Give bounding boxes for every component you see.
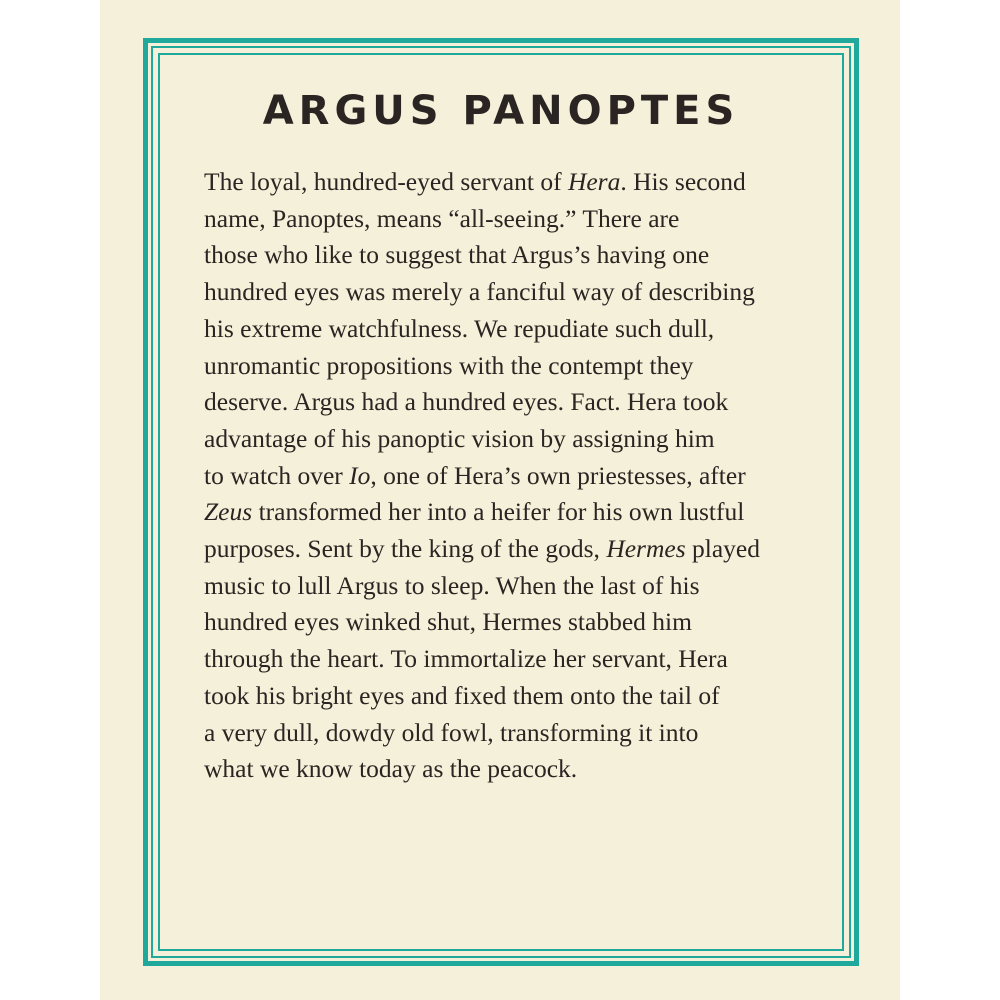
text-segment: hundred eyes was merely a fanciful way of describing: [204, 277, 755, 307]
text-line: [204, 715, 824, 752]
text-line: [204, 237, 824, 274]
text-line: [204, 531, 824, 568]
text-segment: hundred eyes winked shut, Hermes stabbed him: [204, 607, 692, 637]
text-line: [204, 274, 824, 311]
italic-name: Hermes: [606, 534, 686, 564]
text-segment: played: [685, 534, 760, 564]
text-line: [204, 311, 824, 348]
text-line: [204, 751, 824, 788]
text-line: [204, 384, 824, 421]
text-segment: through the heart. To immortalize her servant, Hera: [204, 644, 728, 674]
text-line: [204, 568, 824, 605]
text-segment: music to lull Argus to sleep. When the last of his: [204, 570, 700, 600]
text-segment: purposes. Sent by the king of the gods,: [204, 534, 607, 564]
text-segment: his extreme watchfulness. We repudiate such dull,: [204, 313, 715, 343]
text-line: [204, 201, 824, 238]
text-segment: what we know today as the peacock.: [204, 754, 578, 784]
text-line: [204, 678, 824, 715]
text-segment: advantage of his panoptic vision by assigning him: [204, 423, 715, 453]
text-segment: transformed her into a heifer for his own lustful: [252, 497, 745, 527]
text-segment: those who like to suggest that Argus’s having one: [204, 240, 710, 270]
text-line: [204, 421, 824, 458]
text-line: [204, 494, 824, 531]
page-title: ARGUS PANOPTES: [262, 88, 740, 134]
text-segment: unromantic propositions with the contempt they: [204, 350, 694, 380]
text-segment: The loyal, hundred-eyed servant of: [204, 167, 568, 196]
text-segment: . His second: [620, 167, 746, 196]
italic-name: Zeus: [204, 497, 253, 527]
text-line: [204, 164, 824, 201]
text-segment: to watch over: [204, 460, 350, 490]
italic-name: Io: [349, 460, 371, 490]
text-line: [204, 604, 824, 641]
text-line: [204, 641, 824, 678]
body-paragraph: [204, 164, 824, 788]
text-line: [204, 348, 824, 385]
text-segment: name, Panoptes, means “all-seeing.” There are: [204, 203, 680, 233]
text-segment: deserve. Argus had a hundred eyes. Fact. Hera took: [204, 387, 729, 417]
text-line: [204, 458, 824, 495]
italic-name: Hera: [567, 167, 621, 196]
text-segment: took his bright eyes and fixed them onto the tail of: [204, 680, 720, 710]
text-segment: a very dull, dowdy old fowl, transforming it into: [204, 717, 699, 747]
text-segment: , one of Hera’s own priestesses, after: [370, 460, 746, 490]
